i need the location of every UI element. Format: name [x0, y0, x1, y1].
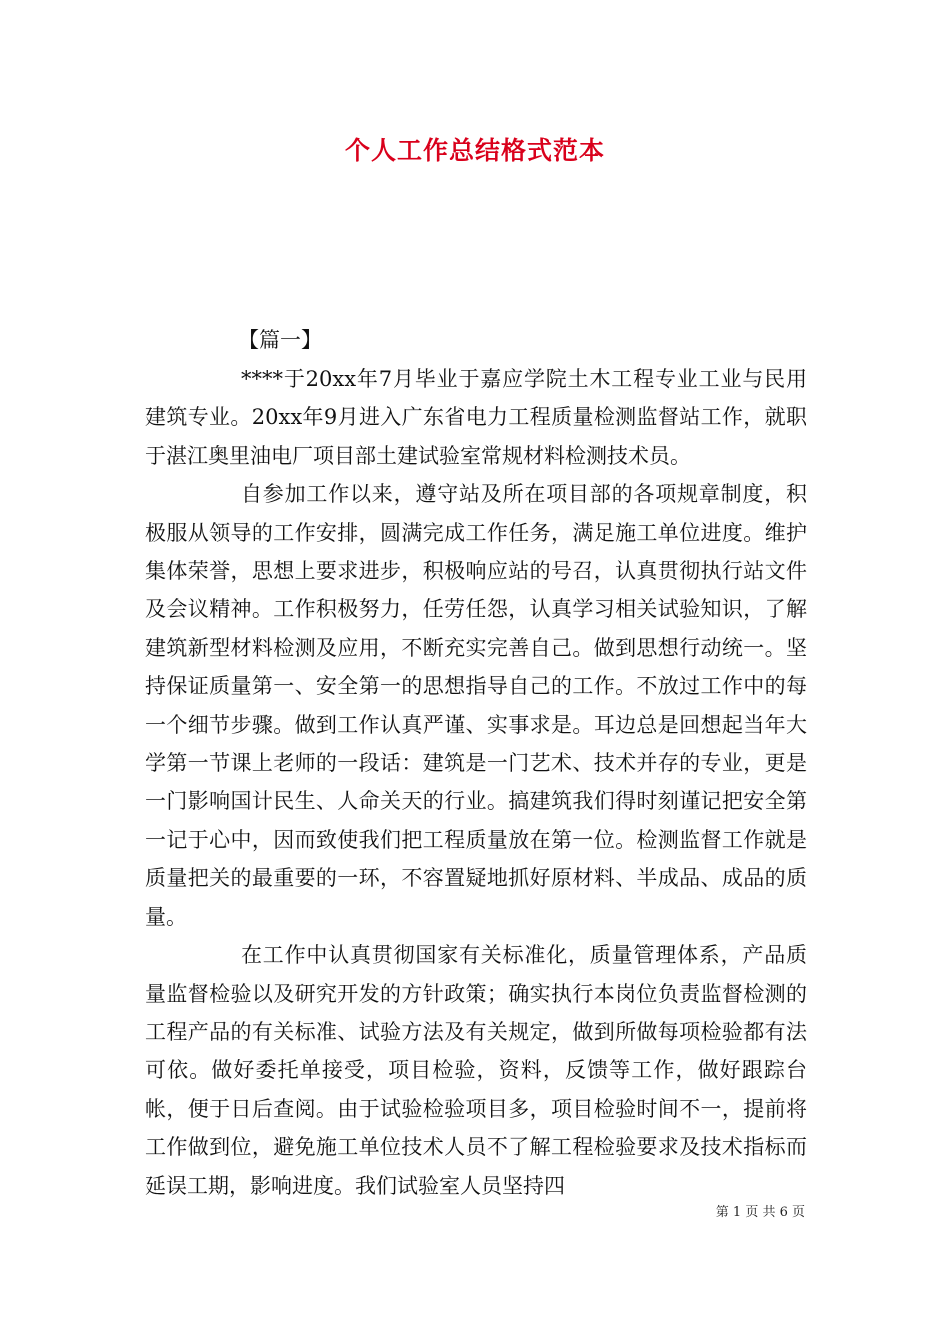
paragraph-3: 在工作中认真贯彻国家有关标准化，质量管理体系，产品质量监督检验以及研究开发的方针政策；确实执行本岗位负责监督检测的工程产品的有关标准、试验方法及有关规定，做到所做每项检验都有法可依。做好委托单接受，项目检验，资料，反馈等工作，做好跟踪台帐，便于日后查阅。由于试验检验项目多，项目检验时间不一，提前将工作做到位，避免施工单位技术人员不了解工程检验要求及技术指标而延误工期，影响进度。我们试验室人员坚持四	[145, 943, 807, 1198]
paragraph-2: 自参加工作以来，遵守站及所在项目部的各项规章制度，积极服从领导的工作安排，圆满完成工作任务，满足施工单位进度。维护集体荣誉，思想上要求进步，积极响应站的号召，认真贯彻执行站文件及会议精神。工作积极努力，任劳任怨，认真学习相关试验知识，了解建筑新型材料检测及应用，不断充实完善自己。做到思想行动统一。坚持保证质量第一、安全第一的思想指导自己的工作。不放过工作中的每一个细节步骤。做到工作认真严谨、实事求是。耳边总是回想起当年大学第一节课上老师的一段话：建筑是一门艺术、技术并存的专业，更是一门影响国计民生、人命关天的行业。搞建筑我们得时刻谨记把安全第一记于心中，因而致使我们把工程质量放在第一位。检测监督工作就是质量把关的最重要的一环，不容置疑地抓好原材料、半成品、成品的质量。	[145, 482, 807, 929]
page-number-footer: 第 1 页 共 6 页	[715, 1205, 805, 1220]
document-title: 个人工作总结格式范本	[344, 136, 605, 165]
document-body	[145, 360, 807, 1205]
section-heading: 【篇一】	[238, 328, 322, 352]
paragraph-1: ****于20xx年7月毕业于嘉应学院土木工程专业工业与民用建筑专业。20xx年9月进入广东省电力工程质量检测监督站工作，就职于湛江奥里油电厂项目部土建试验室常规材料检测技术员。	[145, 367, 807, 468]
